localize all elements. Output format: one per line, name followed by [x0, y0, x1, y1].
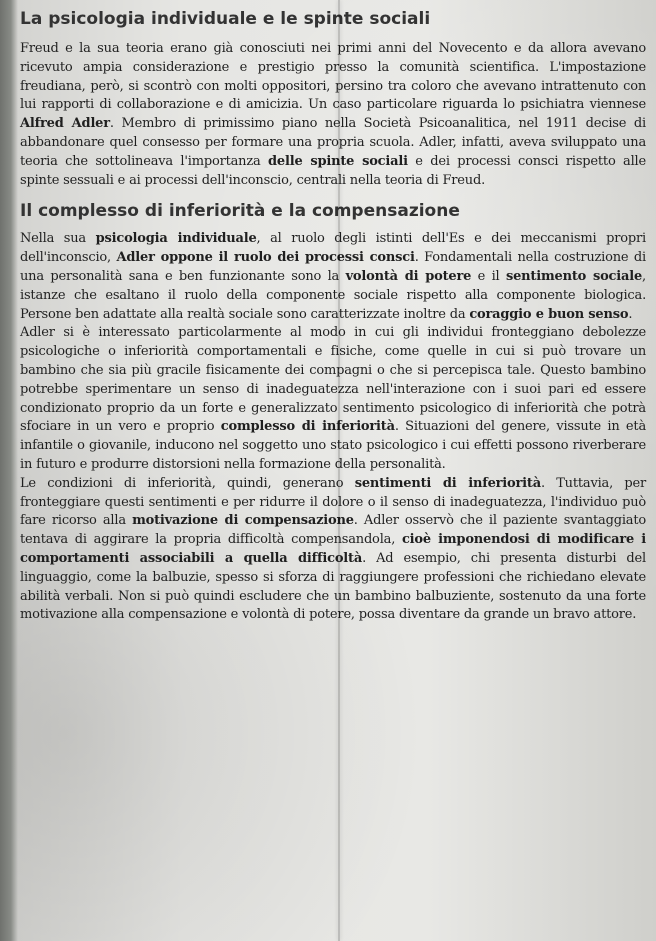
paragraph-2-text-a: Nella sua	[20, 231, 96, 247]
paragraph-2-text-e: . Fondamentali nella costruzione di una personalità sana e ben funzionante sono la	[20, 250, 647, 284]
paragraph-1-text-e: e dei processi consci rispetto alle spinte sessuali e ai processi dell'inconscio, centrali nella teoria di Freud.	[20, 153, 647, 188]
emphasis-alfred-adler: Alfred Adler	[20, 116, 110, 132]
emphasis-compensation-motivation: motivazione di compensazione	[132, 513, 354, 529]
page-title: La psicologia individuale e le spinte sociali	[20, 9, 431, 29]
emphasis-behavior-modification: cioè imponendosi di modificare i comportamenti associabili a quella difficoltà	[20, 532, 646, 566]
paragraph-1-text-c: . Membro di primissimo piano nella Società Psicoanalitica, nel 1911 decise di abbandonare quel consesso per formare una propria scuola. Adler, infatti, aveva sviluppato una teoria che sottolineava l'importanza	[20, 116, 646, 169]
paragraph-3-text-c: . Situazioni del genere, vissute in età infantile o giovanile, inducono nel soggetto uno stato psicologico i cui effetti possono riverberare in futuro e produrre distorsioni nella formazione della personalità.	[20, 419, 646, 472]
paragraph-1-text-a: Freud e la sua teoria erano già conosciuti nei primi anni del Novecento e da allora avevano ricevuto ampia considerazione e prestigio presso la comunità scientifica. L'impostazione freudiana, però, si scontrò con molti oppositori, persino tra coloro che avevano intrattenuto con lui rapporti di collaborazione e di amicizia. Un caso particolare riguarda lo psichiatra viennese	[20, 41, 646, 113]
emphasis-inferiority-complex: complesso di inferiorità	[220, 419, 395, 435]
paragraph-4	[20, 475, 646, 625]
paragraph-2	[20, 230, 646, 324]
paragraph-4-text-c: . Tuttavia, per fronteggiare questi sentimenti e per ridurre il dolore o il senso di inadeguatezza, l'individuo può fare ricorso alla	[20, 475, 646, 529]
section-heading: Il complesso di inferiorità e la compensazione	[20, 201, 460, 222]
emphasis-courage-common-sense: coraggio e buon senso	[469, 306, 629, 322]
emphasis-individual-psychology: psicologia individuale	[95, 231, 257, 247]
paragraph-2-text-g: e il	[471, 268, 506, 284]
paragraph-2-text-c: , al ruolo degli istinti dell'Es e dei meccanismi propri dell'inconscio,	[20, 231, 646, 266]
paragraph-4-text-a: Le condizioni di inferiorità, quindi, generano	[20, 475, 355, 491]
emphasis-conscious-processes: Adler oppone il ruolo dei processi consci	[116, 250, 415, 266]
paragraph-4-text-e: . Adler osservò che il paziente svantaggiato tentava di aggirare la propria difficoltà compensandola,	[20, 513, 647, 548]
emphasis-will-to-power: volontà di potere	[345, 268, 472, 284]
paragraph-3-text-a: Adler si è interessato particolarmente al modo in cui gli individui fronteggiano debolezze psicologiche o inferiorità comportamentali e fisiche, come quelle in cui si può trovare un bambino che sia più gracile fisicamente dei compagni o che si percepisca tale. Questo bambino potrebbe sperimentare un senso di inadeguatezza nell'interazione con i suoi pari ed essere condizionato proprio da un forte e generalizzato sentimento psicologico di inferiorità che potrà sfociare in un vero e proprio	[20, 325, 646, 435]
paragraph-2-text-i: , istanze che esaltano il ruolo della componente sociale rispetto alla componente biologica. Persone ben adattate alla realtà sociale sono caratterizzate inoltre da	[20, 268, 646, 322]
paragraph-3	[20, 324, 646, 474]
emphasis-social-feeling: sentimento sociale	[505, 268, 643, 284]
paragraph-1	[20, 40, 646, 190]
paragraph-2-text-k: .	[628, 306, 633, 322]
emphasis-inferiority-feelings: sentimenti di inferiorità	[354, 475, 541, 491]
emphasis-social-drives: delle spinte sociali	[268, 153, 408, 169]
paragraph-4-text-g: . Ad esempio, chi presenta disturbi del linguaggio, come la balbuzie, spesso si sforza di raggiungere professioni che richiedano elevate abilità verbali. Non si può quindi escludere che un bambino balbuziente, sostenuto da una forte motivazione alla compensazione e volontà di potere, possa diventare da grande un bravo attore.	[20, 550, 646, 623]
